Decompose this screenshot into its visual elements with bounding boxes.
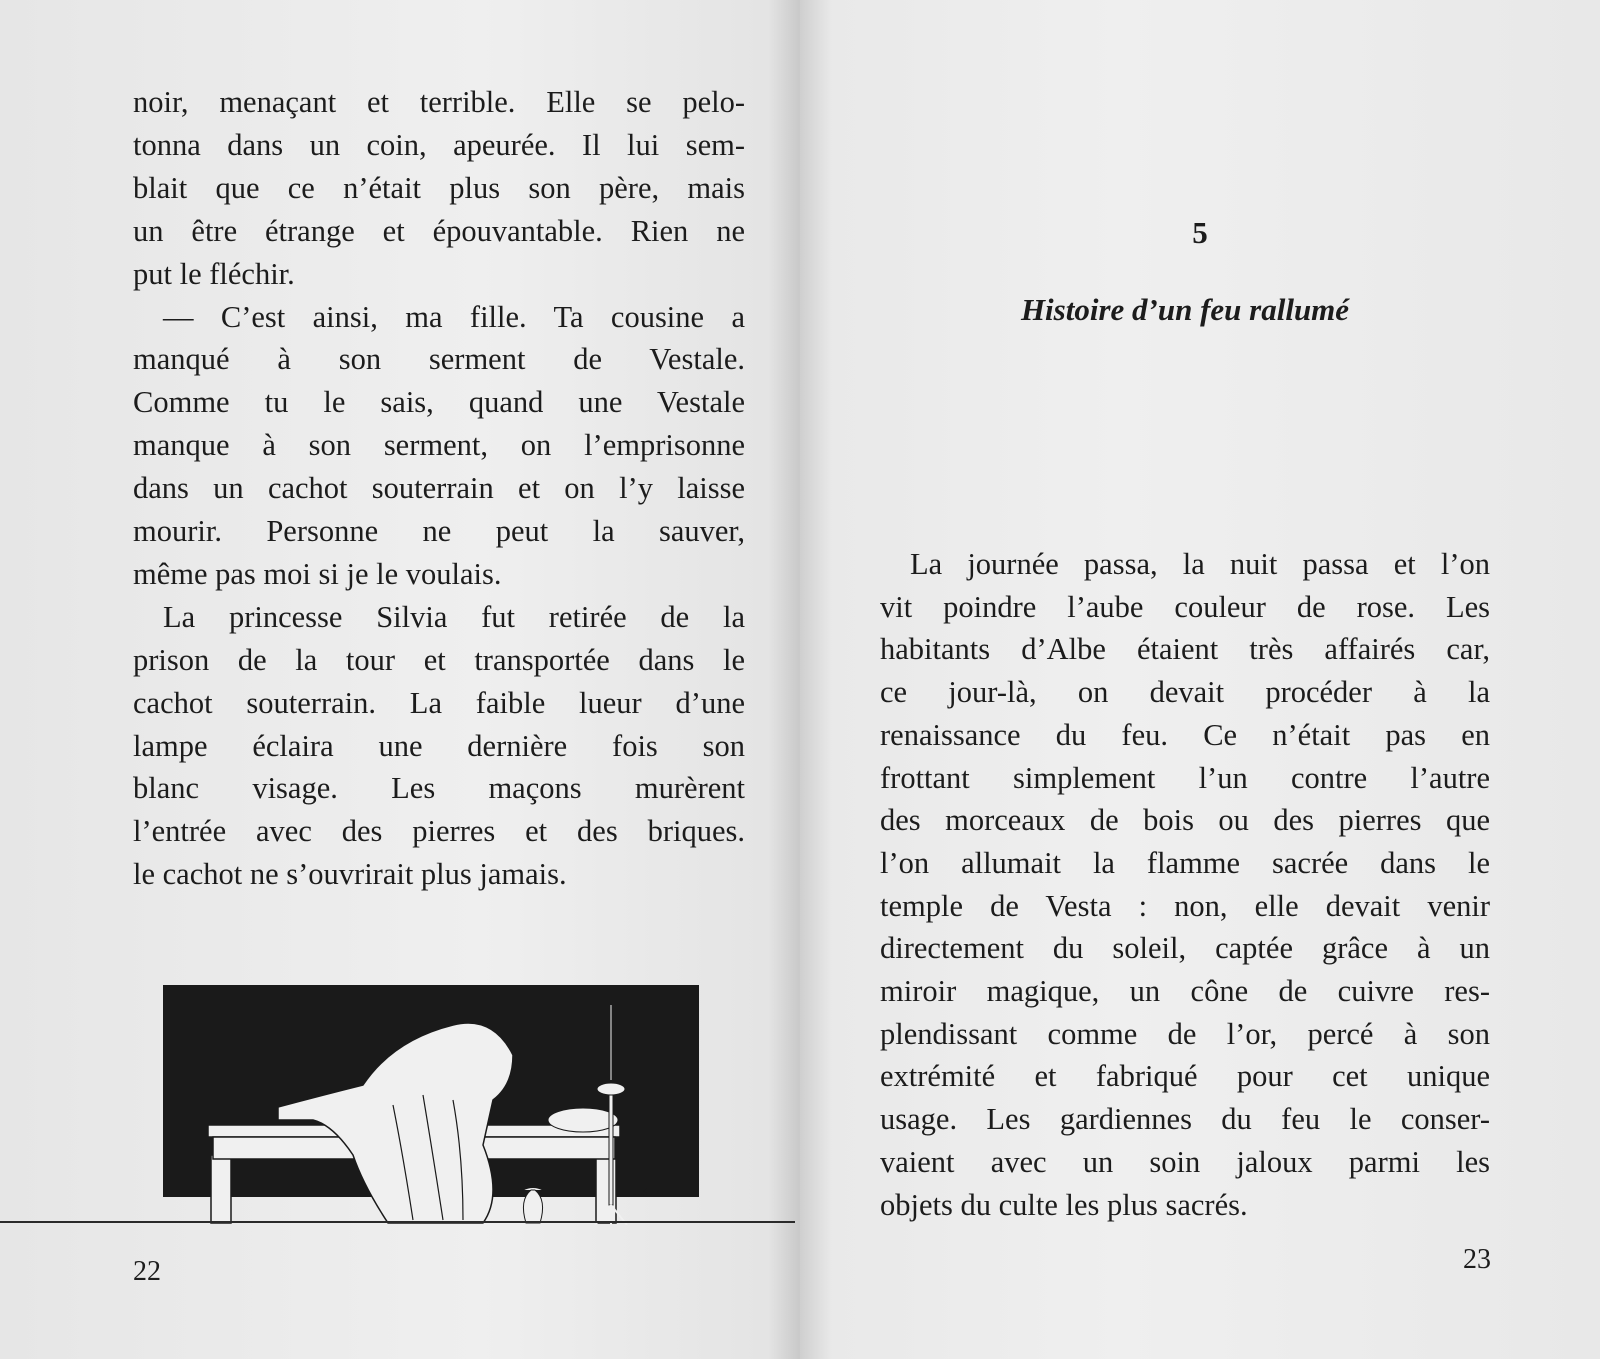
text-line: ce jour-là, on devait procéder à la <box>880 675 1490 710</box>
page-number-right: 23 <box>1463 1244 1491 1275</box>
text-line: plendissant comme de l’or, percé à son <box>880 1016 1490 1051</box>
text-line: le cachot ne s’ouvrirait plus jamais. <box>133 857 567 892</box>
text-line: habitants d’Albe étaient très affairés car, <box>880 632 1490 667</box>
text-line: même pas moi si je le voulais. <box>133 556 502 591</box>
illustration-signature: J.K.R. <box>633 1184 664 1198</box>
text-line: frottant simplement l’un contre l’autre <box>880 760 1490 795</box>
text-line: blait que ce n’était plus son père, mais <box>133 170 745 205</box>
text-line: dans un cachot souterrain et on l’y laisse <box>133 471 745 506</box>
text-line: miroir magique, un cône de cuivre res- <box>880 974 1490 1008</box>
bottom-rule <box>0 1221 795 1223</box>
text-line: l’on allumait la flamme sacrée dans le <box>880 845 1490 880</box>
right-page <box>800 0 1600 1359</box>
chapter-number: 5 <box>1192 215 1208 250</box>
text-line: des morceaux de bois ou des pierres que <box>880 803 1490 838</box>
text-line: cachot souterrain. La faible lueur d’une <box>133 685 745 720</box>
text-line: — C’est ainsi, ma fille. Ta cousine a <box>163 299 745 334</box>
text-line: Comme tu le sais, quand une Vestale <box>133 385 745 420</box>
text-line: un être étrange et épouvantable. Rien ne <box>133 213 745 248</box>
text-line: mourir. Personne ne peut la sauver, <box>133 514 745 548</box>
text-line: objets du culte les plus sacrés. <box>880 1187 1248 1222</box>
pillow <box>548 1108 618 1132</box>
text-line: temple de Vesta : non, elle devait venir <box>880 888 1490 923</box>
text-line: manqué à son serment de Vestale. <box>133 342 745 377</box>
text-line: La princesse Silvia fut retirée de la <box>163 599 745 634</box>
text-line: put le fléchir. <box>133 256 295 291</box>
text-line: directement du soleil, captée grâce à un <box>880 931 1490 966</box>
chapter-title: Histoire d’un feu rallumé <box>1020 292 1350 327</box>
illustration-vestal-in-cell <box>163 985 703 1225</box>
text-line: noir, menaçant et terrible. Elle se pelo- <box>133 85 745 119</box>
text-line: vaient avec un soin jaloux parmi les <box>880 1144 1490 1179</box>
text-line: tonna dans un coin, apeurée. Il lui sem- <box>133 127 745 162</box>
text-line: l’entrée avec des pierres et des briques. <box>133 814 745 849</box>
text-line: prison de la tour et transportée dans le <box>133 642 745 677</box>
text-line: La journée passa, la nuit passa et l’on <box>910 547 1490 581</box>
text-line: renaissance du feu. Ce n’était pas en <box>880 717 1490 752</box>
text-line: extrémité et fabriqué pour cet unique <box>880 1059 1490 1094</box>
text-line: blanc visage. Les maçons murèrent <box>133 771 745 806</box>
page-number-left: 22 <box>133 1256 161 1287</box>
text-line: manque à son serment, on l’emprisonne <box>133 428 745 463</box>
text-line: usage. Les gardiennes du feu le conser- <box>880 1102 1490 1137</box>
text-line: vit poindre l’aube couleur de rose. Les <box>880 589 1490 624</box>
text-line: lampe éclaira une dernière fois son <box>133 728 745 763</box>
